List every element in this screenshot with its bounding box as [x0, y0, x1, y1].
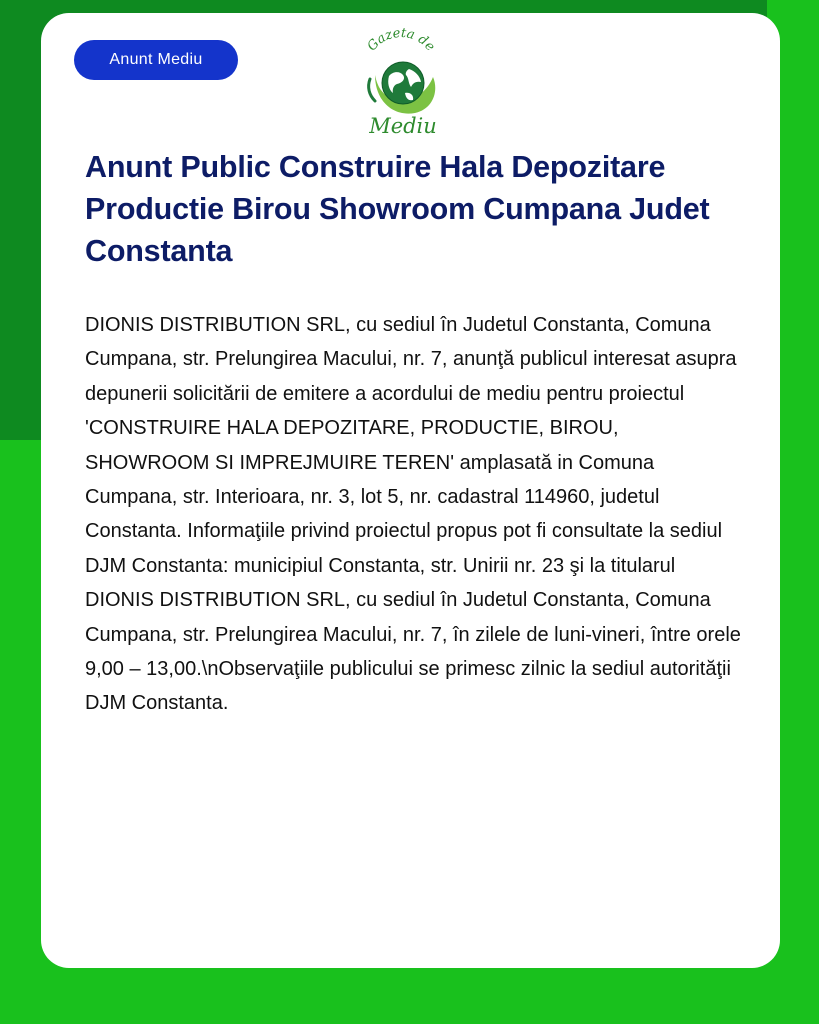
category-badge-label: Anunt Mediu [109, 51, 203, 68]
logo-bottom-text: Mediu [369, 114, 437, 138]
article-title: Anunt Public Construire Hala Depozitare Productie Birou Showroom Cumpana Judet Constanta [85, 150, 710, 268]
globe-leaf-logo-icon [353, 21, 449, 139]
article-body: DIONIS DISTRIBUTION SRL, cu sediul în Judetul Constanta, Comuna Cumpana, str. Prelungirea Macului, nr. 7, anunţă publicul interesat asupra depunerii solicitării de emitere a acordului de mediu pentru proiectul 'CONSTRUIRE HALA DEPOZITARE, PRODUCTIE, BIROU, SHOWROOM SI IMPREJMUIRE TEREN' amplasată in Comuna Cumpana, str. Interioara, nr. 3, lot 5, nr. cadastral 114960, judetul Constanta. Informaţiile privind proiectul propus pot fi consultate la sediul DJM Constanta: municipiul Constanta, str. Unirii nr. 23 şi la titularul DIONIS DISTRIBUTION SRL, cu sediul în Judetul Constanta, Comuna Cumpana, str. Prelungirea Macului, nr. 7, în zilele de luni-vineri, între orele 9,00 – 13,00.\nObservaţiile publicului se primesc zilnic la sediul autorităţii DJM Constanta. [85, 314, 741, 715]
category-badge[interactable] [74, 40, 238, 80]
svg-text:Gazeta de [365, 26, 438, 55]
announcement-card [41, 13, 780, 968]
logo-top-text: Gazeta de [364, 25, 438, 55]
gazeta-de-mediu-logo [353, 21, 449, 139]
